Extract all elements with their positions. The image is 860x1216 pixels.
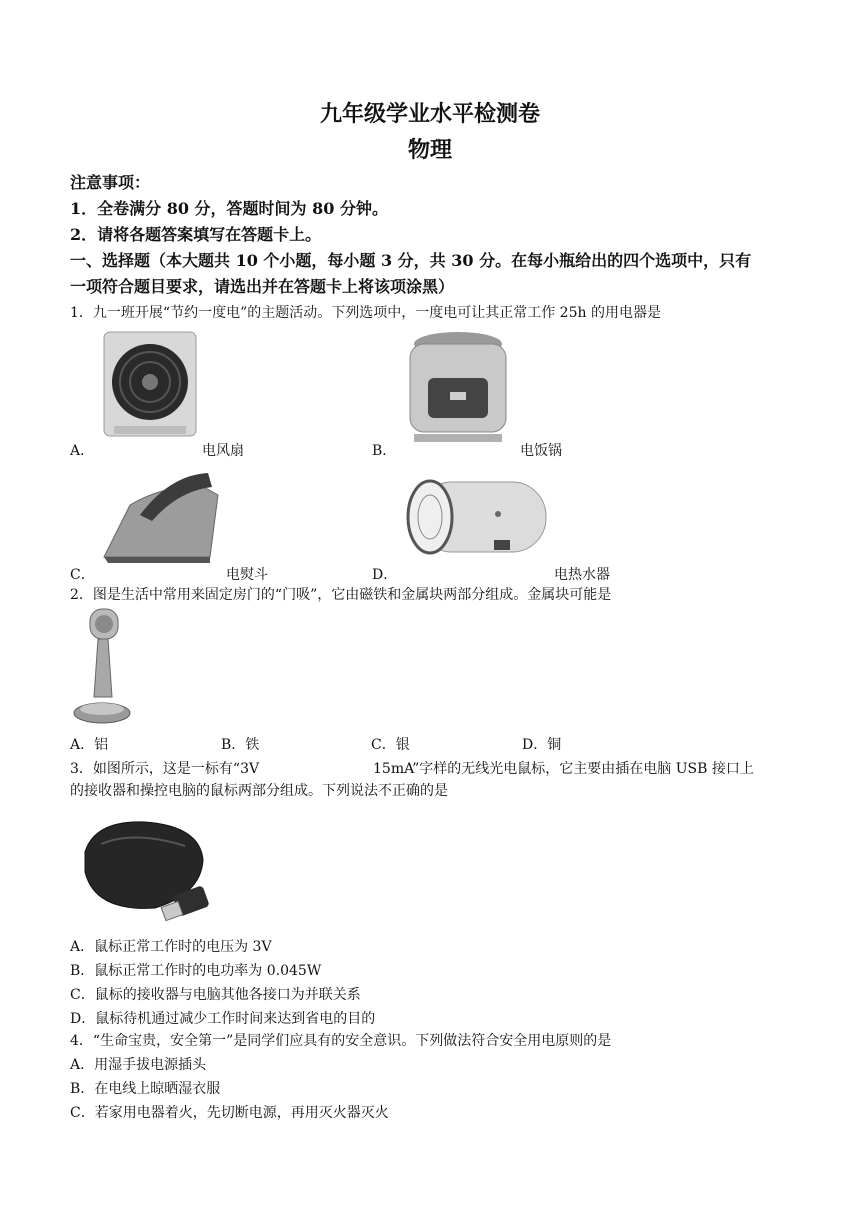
q2-option-a: A．铝 [70,737,109,753]
rice-cooker-icon [398,330,518,445]
section-heading-line1: 一、选择题（本大题共 10 个小题，每小题 3 分，共 30 分。在每小瓶给出的四个选项中，只有 [70,251,752,270]
iron-icon [100,465,225,565]
q1-option-a-letter: A． [70,443,95,459]
q2-option-d: D．铜 [522,737,562,753]
q1-option-c-letter: C． [70,567,95,583]
q3-option-d: D．鼠标待机通过减少工作时间来达到省电的目的 [70,1011,376,1027]
q3-option-c: C．鼠标的接收器与电脑其他各接口为并联关系 [70,987,361,1003]
section-heading-line2: 一项符合题目要求，请选出并在答题卡上将该项涂黑） [70,277,455,296]
q2-option-c: C．银 [371,737,410,753]
question-2-stem: 2．图是生活中常用来固定房门的“门吸”，它由磁铁和金属块两部分组成。金属块可能是 [70,587,612,603]
q4-option-a: A．用湿手拔电源插头 [70,1057,207,1073]
question-3-stem-part1: 3．如图所示，这是一标有“3V [70,761,260,777]
door-stopper-icon [72,605,132,727]
q4-option-b: B．在电线上晾晒湿衣服 [70,1081,221,1097]
q1-option-b-letter: B． [372,443,397,459]
question-3-stem-line2: 的接收器和操控电脑的鼠标两部分组成。下列说法不正确的是 [70,783,448,799]
water-heater-icon [398,470,553,565]
question-4-stem: 4．“生命宝贵，安全第一”是同学们应具有的安全意识。下列做法符合安全用电原则的是 [70,1033,612,1049]
q2-option-b: B．铁 [221,737,260,753]
q1-option-d-letter: D． [372,567,398,583]
subject-title: 物理 [407,137,452,163]
wireless-mouse-icon [75,812,215,927]
fan-icon [100,330,200,440]
page-title: 九年级学业水平检测卷 [319,101,540,127]
question-1-stem: 1．九一班开展“节约一度电”的主题活动。下列选项中，一度电可让其正常工作 25h 的用电器是 [70,305,661,321]
notice-item-1: 1．全卷满分 80 分，答题时间为 80 分钟。 [70,199,388,218]
q1-option-d-label: 电热水器 [554,567,610,583]
question-3-stem-part2: 15mA”字样的无线光电鼠标，它主要由插在电脑 USB 接口上 [373,761,754,777]
q3-option-b: B．鼠标正常工作时的电功率为 0.045W [70,963,322,979]
notice-heading: 注意事项： [70,173,151,192]
q1-option-a-label: 电风扇 [202,443,244,459]
q1-option-c-label: 电熨斗 [226,567,268,583]
notice-item-2: 2．请将各题答案填写在答题卡上。 [70,225,322,244]
q3-option-a: A．鼠标正常工作时的电压为 3V [70,939,272,955]
q4-option-c: C．若家用电器着火，先切断电源，再用灭火器灭火 [70,1105,389,1121]
q1-option-b-label: 电饭锅 [520,443,562,459]
